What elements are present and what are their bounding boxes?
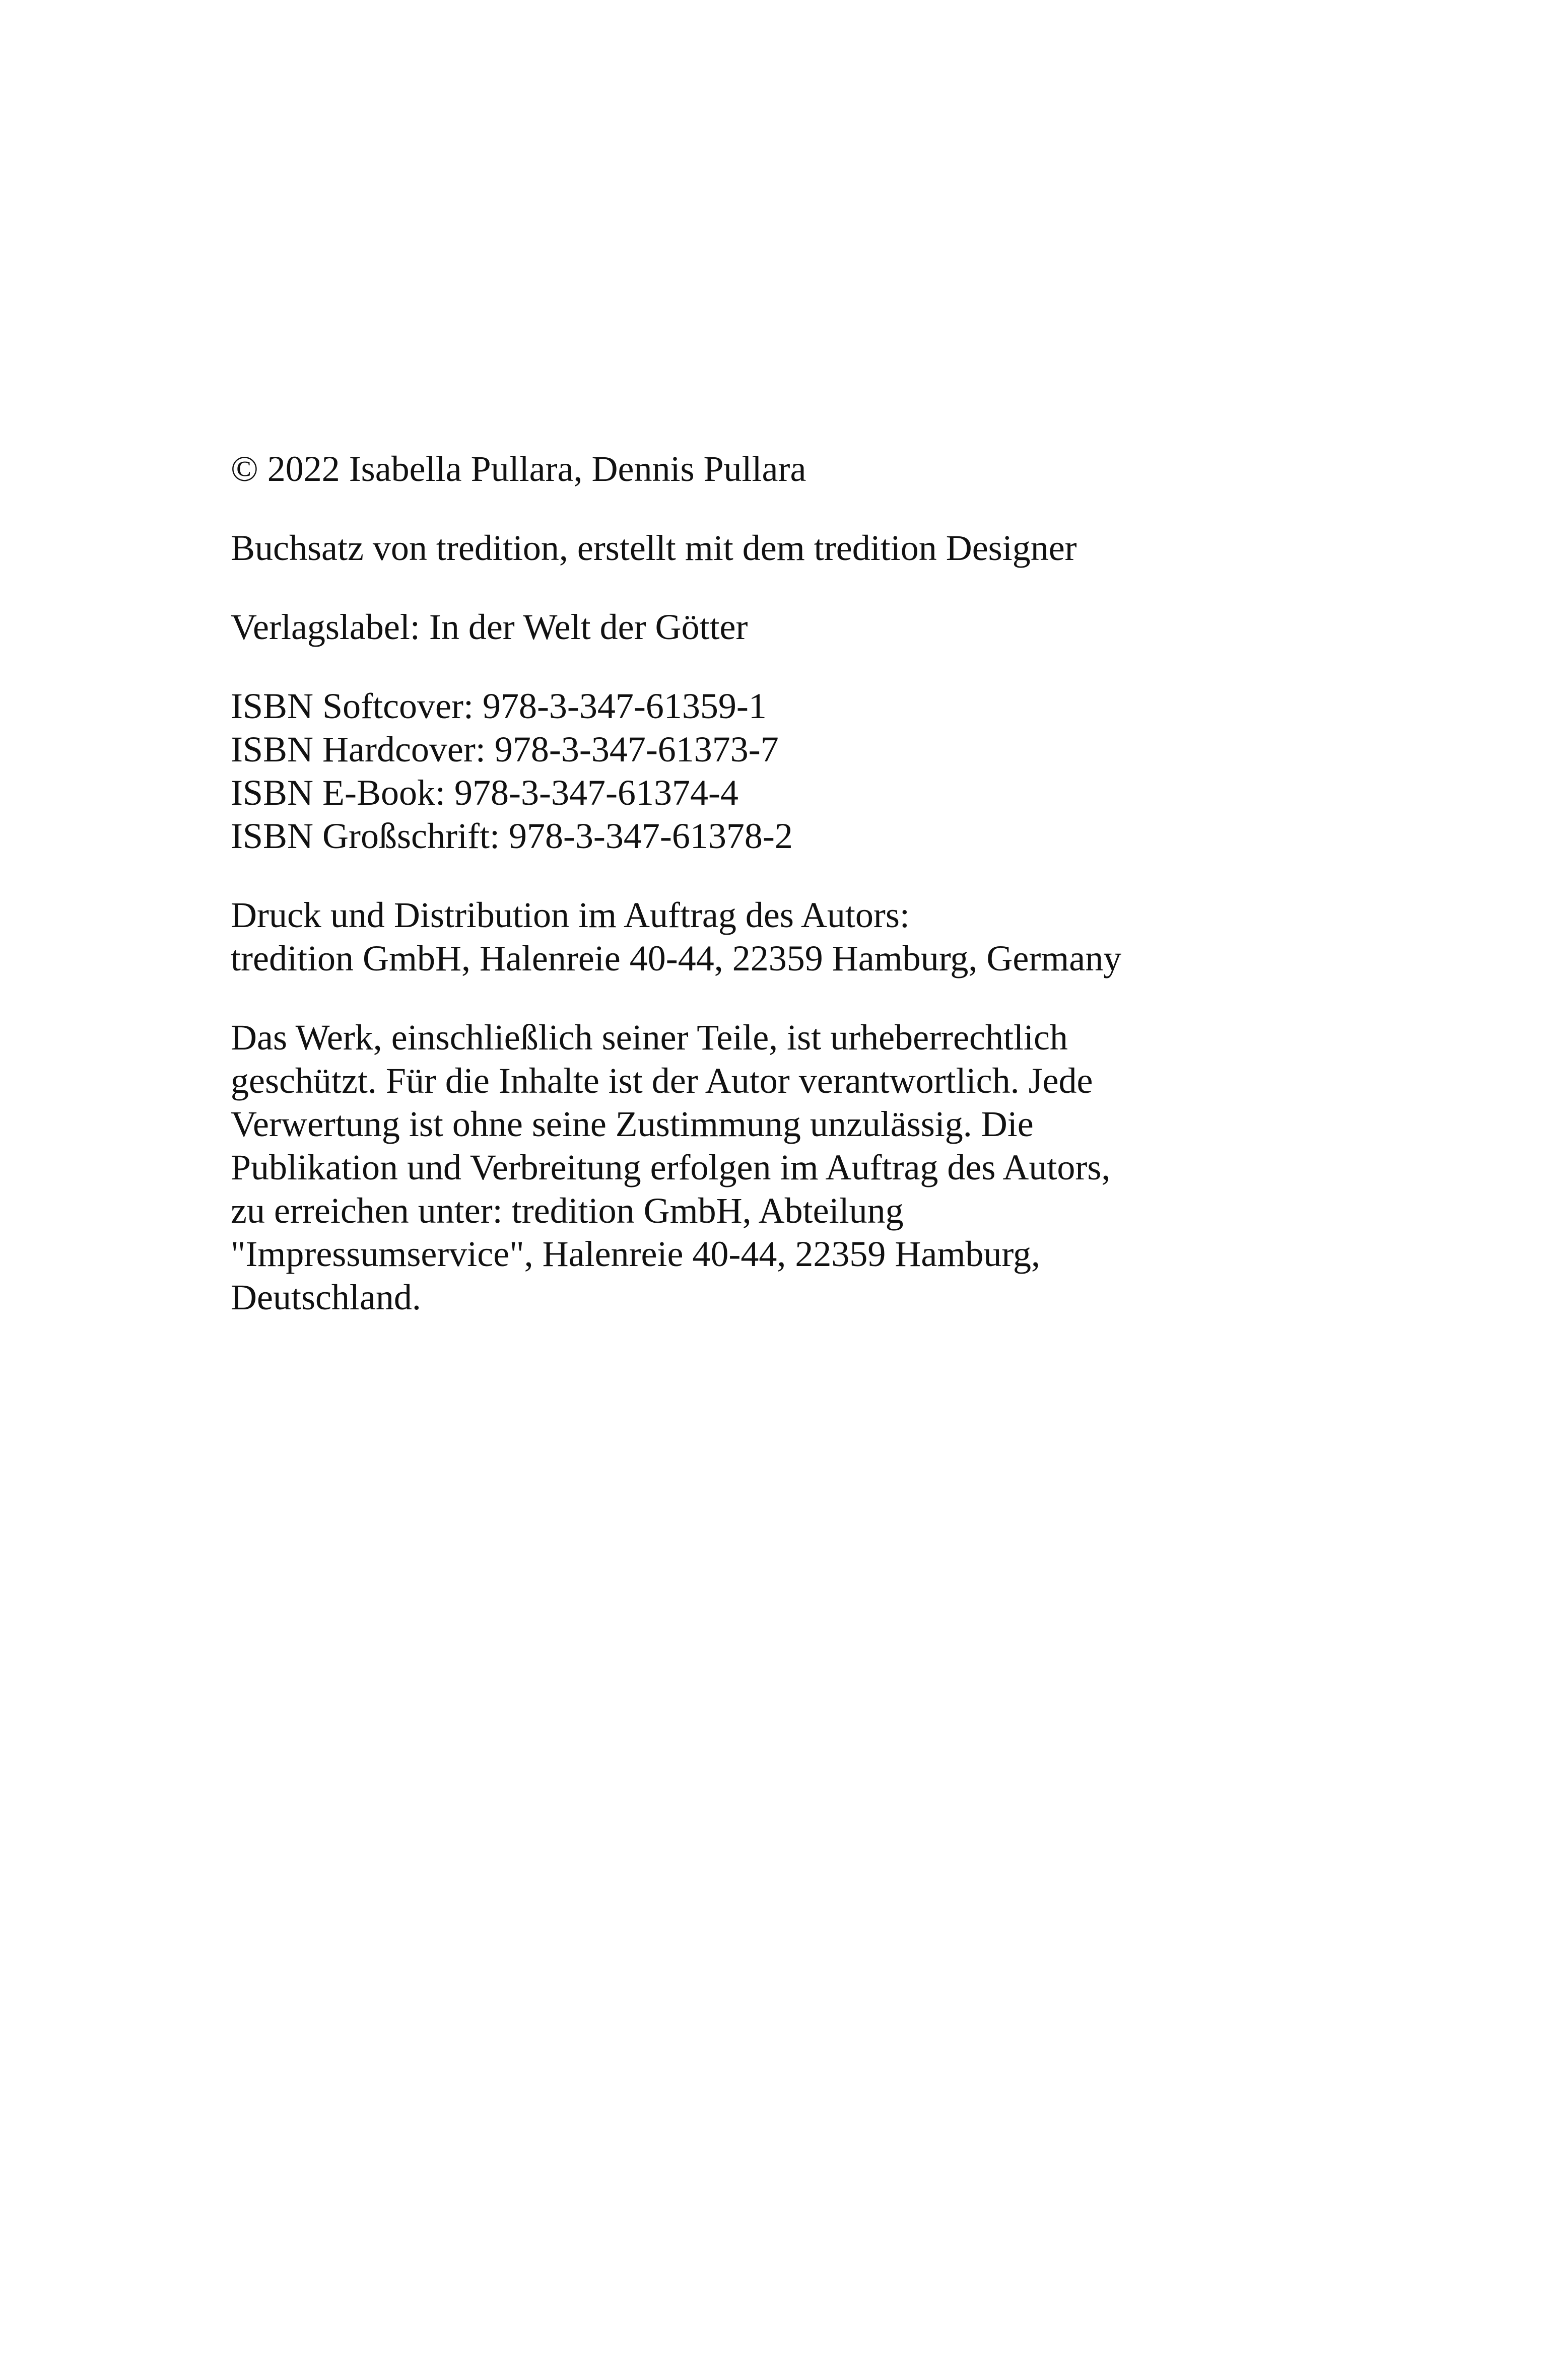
distribution-block [231,893,1339,980]
isbn-block [231,684,1339,858]
legal-line: Publikation und Verbreitung erfolgen im Auftrag des Autors, [231,1147,1111,1187]
publisher-label-block [231,605,1339,649]
typesetting-block [231,526,1339,570]
copyright-line: © 2022 Isabella Pullara, Dennis Pullara [231,449,806,489]
typesetting-line: Buchsatz von tredition, erstellt mit dem tredition Designer [231,528,1077,568]
legal-line: Verwertung ist ohne seine Zustimmung unzulässig. Die [231,1104,1034,1144]
legal-line: geschützt. Für die Inhalte ist der Autor verantwortlich. Jede [231,1061,1093,1101]
copyright-block [231,447,1339,491]
legal-notice-block [231,1016,1339,1319]
legal-line: Das Werk, einschließlich seiner Teile, ist urheberrechtlich [231,1017,1068,1058]
isbn-hardcover: ISBN Hardcover: 978-3-347-61373-7 [231,729,779,769]
legal-line: "Impressumservice", Halenreie 40-44, 22359 Hamburg, [231,1234,1041,1274]
distribution-address: tredition GmbH, Halenreie 40-44, 22359 Hamburg, Germany [231,938,1122,978]
publisher-label-line: Verlagslabel: In der Welt der Götter [231,607,748,647]
distribution-line: Druck und Distribution im Auftrag des Autors: [231,895,910,935]
isbn-ebook: ISBN E-Book: 978-3-347-61374-4 [231,773,738,813]
isbn-softcover: ISBN Softcover: 978-3-347-61359-1 [231,686,767,726]
isbn-large-print: ISBN Großschrift: 978-3-347-61378-2 [231,816,793,856]
imprint-text [231,447,1339,1355]
legal-line: zu erreichen unter: tredition GmbH, Abteilung [231,1191,904,1231]
legal-line: Deutschland. [231,1277,421,1317]
